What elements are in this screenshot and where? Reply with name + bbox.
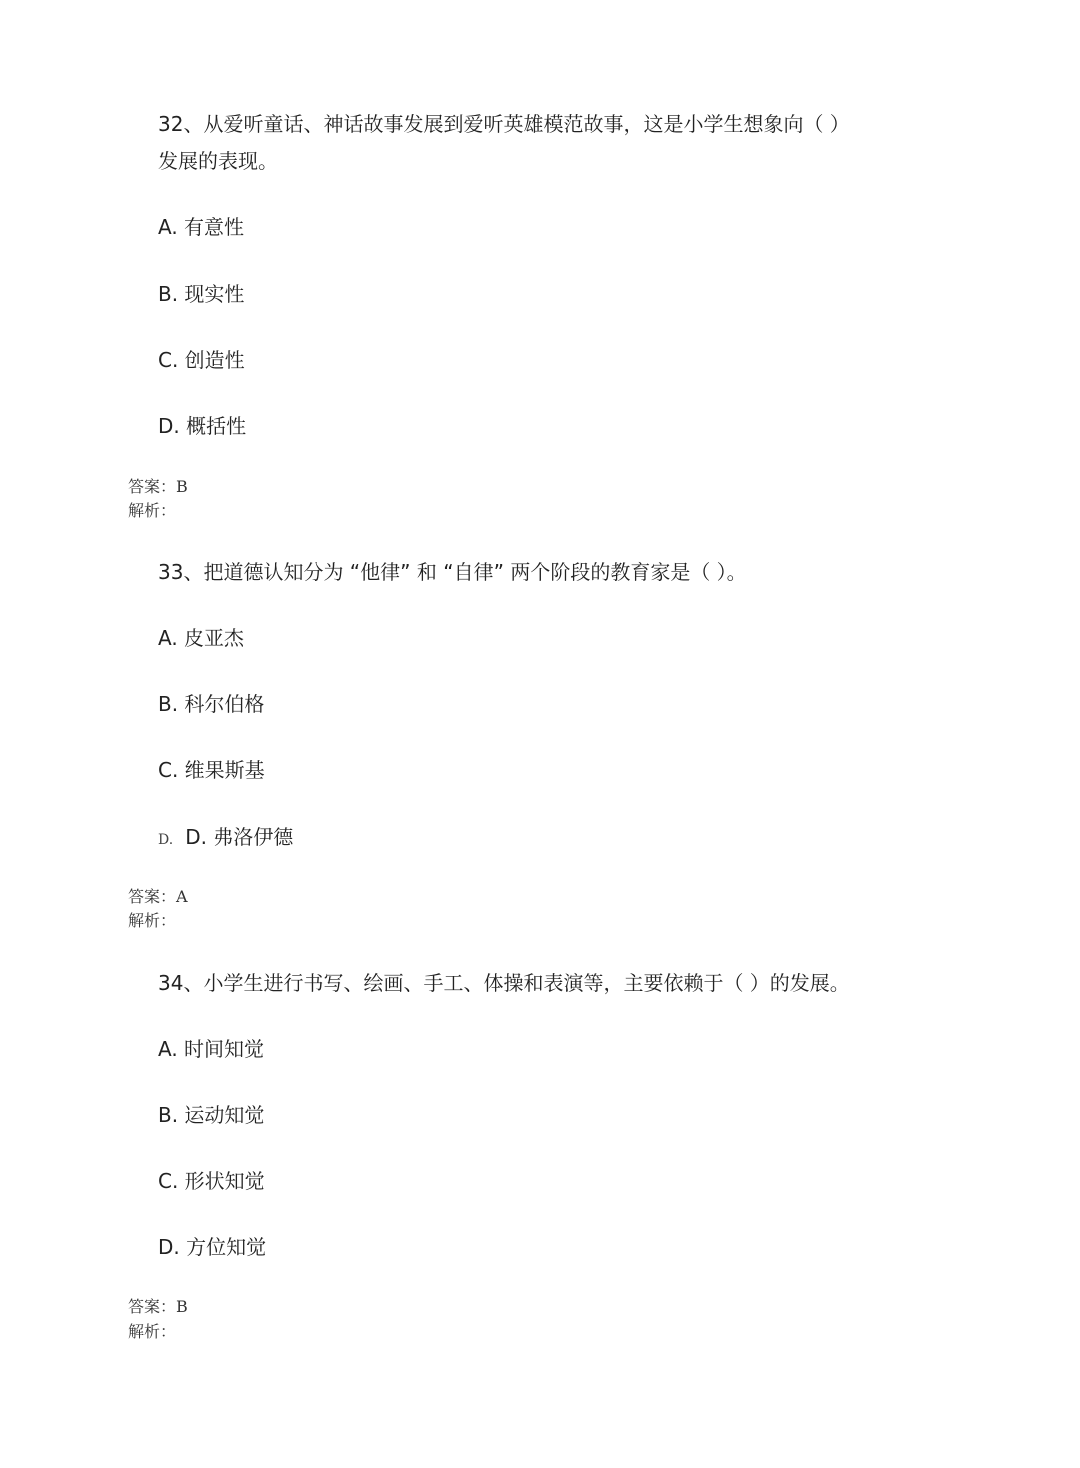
analysis-label: 解析： [128,1322,177,1341]
option-a: A. 有意性 [158,215,245,239]
option-d-prefix: D. [158,832,174,848]
option-c: C. 形状知觉 [158,1169,265,1193]
answer-label: 答案：A [128,887,188,906]
option-b: B. 科尔伯格 [158,692,265,716]
option-c: C. 创造性 [158,348,245,372]
answer-label: 答案：B [128,477,188,496]
option-a: A. 皮亚杰 [158,626,245,650]
analysis-label: 解析： [128,501,177,520]
option-a: A. 时间知觉 [158,1037,265,1061]
option-b: B. 运动知觉 [158,1103,265,1127]
option-c: C. 维果斯基 [158,758,265,782]
option-d [158,822,293,855]
option-d: D. 概括性 [158,414,247,438]
analysis-label: 解析： [128,911,177,930]
answer-label: 答案：B [128,1297,188,1316]
option-d-text: D. 弗洛伊德 [185,825,294,849]
option-b: B. 现实性 [158,282,245,306]
question-text-continued: 发展的表现。 [158,149,278,173]
question-text: 34、小学生进行书写、绘画、手工、体操和表演等，主要依赖于（ ）的发展。 [158,971,850,995]
option-d: D. 方位知觉 [158,1235,267,1259]
question-text: 33、把道德认知分为 “他律” 和 “自律” 两个阶段的教育家是（ ）。 [158,560,747,584]
question-text: 32、从爱听童话、神话故事发展到爱听英雄模范故事，这是小学生想象向（ ） [158,112,850,136]
